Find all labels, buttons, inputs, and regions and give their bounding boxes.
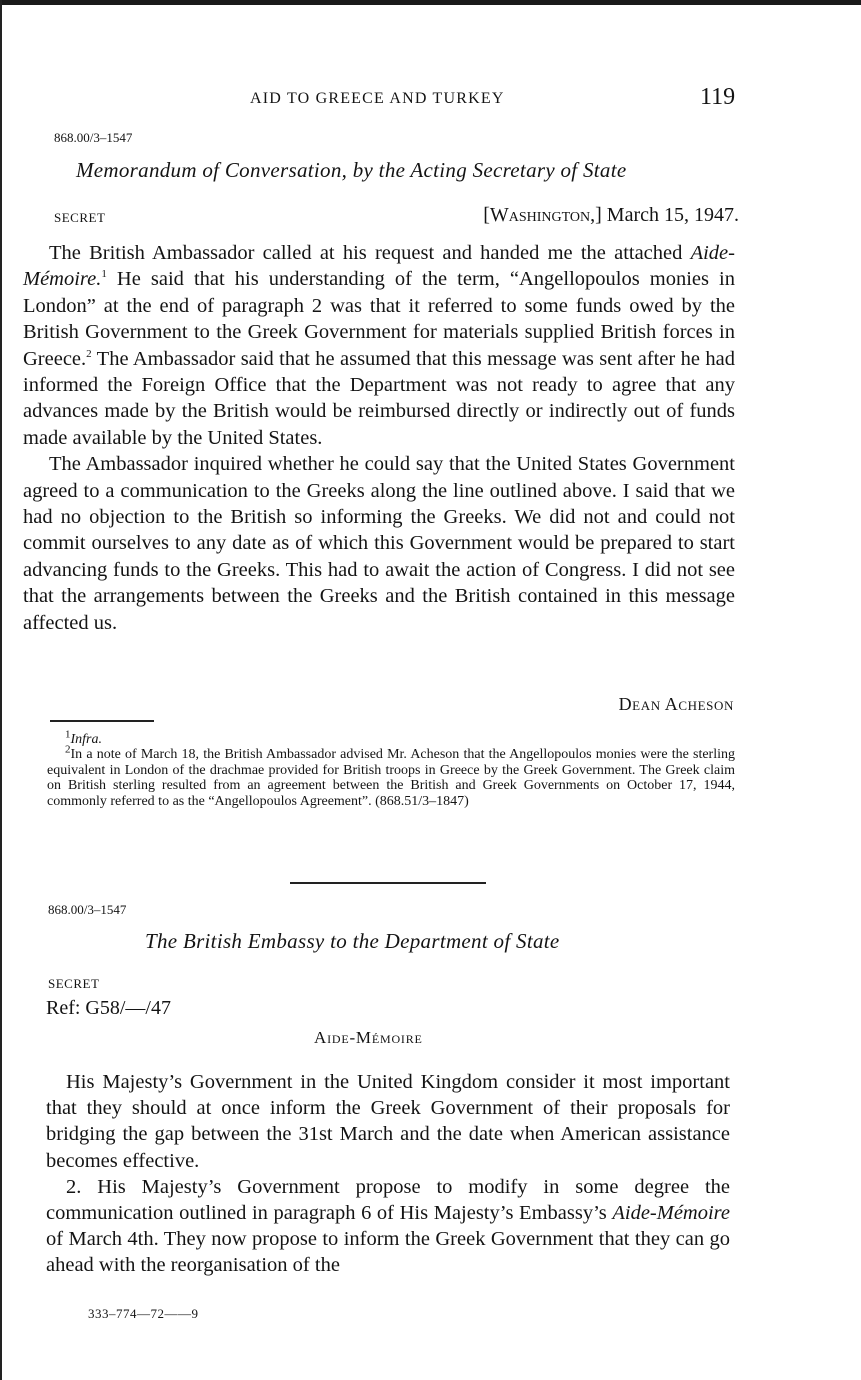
doc1-body — [23, 240, 735, 636]
doc1-title: Memorandum of Conversation, by the Acting Secretary of State — [76, 158, 627, 182]
doc2-paragraph-1: His Majesty’s Government in the United Kingdom consider it most important that they should at once inform the Greek Government of their proposals for bridging the gap between the 31st March and the date when American assistance becomes effective. — [46, 1071, 730, 1172]
footnotes — [47, 728, 735, 809]
footnote-1: $^1$Infra. — [65, 728, 102, 747]
print-code: 333–774—72——9 — [88, 1306, 199, 1321]
dateline-date: March 15, 1947. — [606, 204, 739, 226]
footnote-rule — [50, 720, 154, 722]
section-separator — [290, 882, 486, 884]
doc2-title: The British Embassy to the Department of State — [145, 929, 560, 953]
signature: Dean Acheson — [618, 694, 734, 714]
doc1-classification: SECRET — [54, 210, 106, 225]
aide-memoire-ref: Aide-Mémoire. — [23, 242, 735, 291]
doc2-body — [46, 1069, 730, 1279]
doc1-dateline — [483, 204, 739, 227]
footnote-ref-2: 2 — [86, 347, 92, 360]
doc1-paragraph-2: The Ambassador inquired whether he could say that the United States Government agreed to a communication to the Greeks along the line outlined above. I said that we had no objection to the British so informing the Greeks. We did not and could not commit ourselves to any date as of which this Government would be prepared to start advancing funds to the Greeks. This had to await the action of Congress. I did not see that the arrangements between the Greeks and the British contained in this message affected us. — [23, 453, 735, 634]
doc2-reference: Ref: G58/—/47 — [46, 997, 171, 1019]
page-number: 119 — [700, 84, 736, 110]
doc2-file-number: 868.00/3–1547 — [48, 902, 127, 917]
dateline-place: [Washington,] — [483, 204, 602, 226]
aide-memoire-heading: Aide-Mémoire — [314, 1028, 423, 1047]
footnote-2: $^2$In a note of March 18, the British Ambassador advised Mr. Acheson that the Angellopoulos monies were the sterling equivalent in London of the drachmae provided for British troops in Greece by the Greek Government. The Greek claim on British sterling resulted from an agreement between the British and Greek Governments on October 17, 1944, commonly referred to as the “Angellopoulos Agreement”. (868.51/3–1847) — [47, 743, 735, 809]
running-head: AID TO GREECE AND TURKEY — [250, 90, 505, 107]
doc2-paragraph-2: 2. His Majesty’s Government propose to modify in some degree the communication outlined in paragraph 6 of His Majesty’s Embassy’s Aide-Mémoire of March 4th. They now propose to inform the Greek Government that they can go ahead with the reorganisation of the — [46, 1175, 730, 1277]
doc1-file-number: 868.00/3–1547 — [54, 130, 133, 145]
doc2-classification: SECRET — [48, 976, 100, 991]
footnote-ref-1: 1 — [101, 268, 107, 281]
top-border — [0, 0, 861, 5]
doc1-paragraph-1: The British Ambassador called at his request and handed me the attached Aide-Mémoire.$^1$ He said that his understanding of the term, “Angellopoulos monies in London” at the end of paragraph 2 was that it referred to some funds owed by the British Government to the Greek Government for materials supplied British forces in Greece.$^2$ The Ambassador said that he assumed that this message was sent after he had informed the Foreign Office that the Department was not ready to agree that any advances made by the British would be reimbursed directly or indirectly out of funds made available by the United States. — [23, 242, 735, 449]
left-page-edge — [0, 0, 2, 1380]
